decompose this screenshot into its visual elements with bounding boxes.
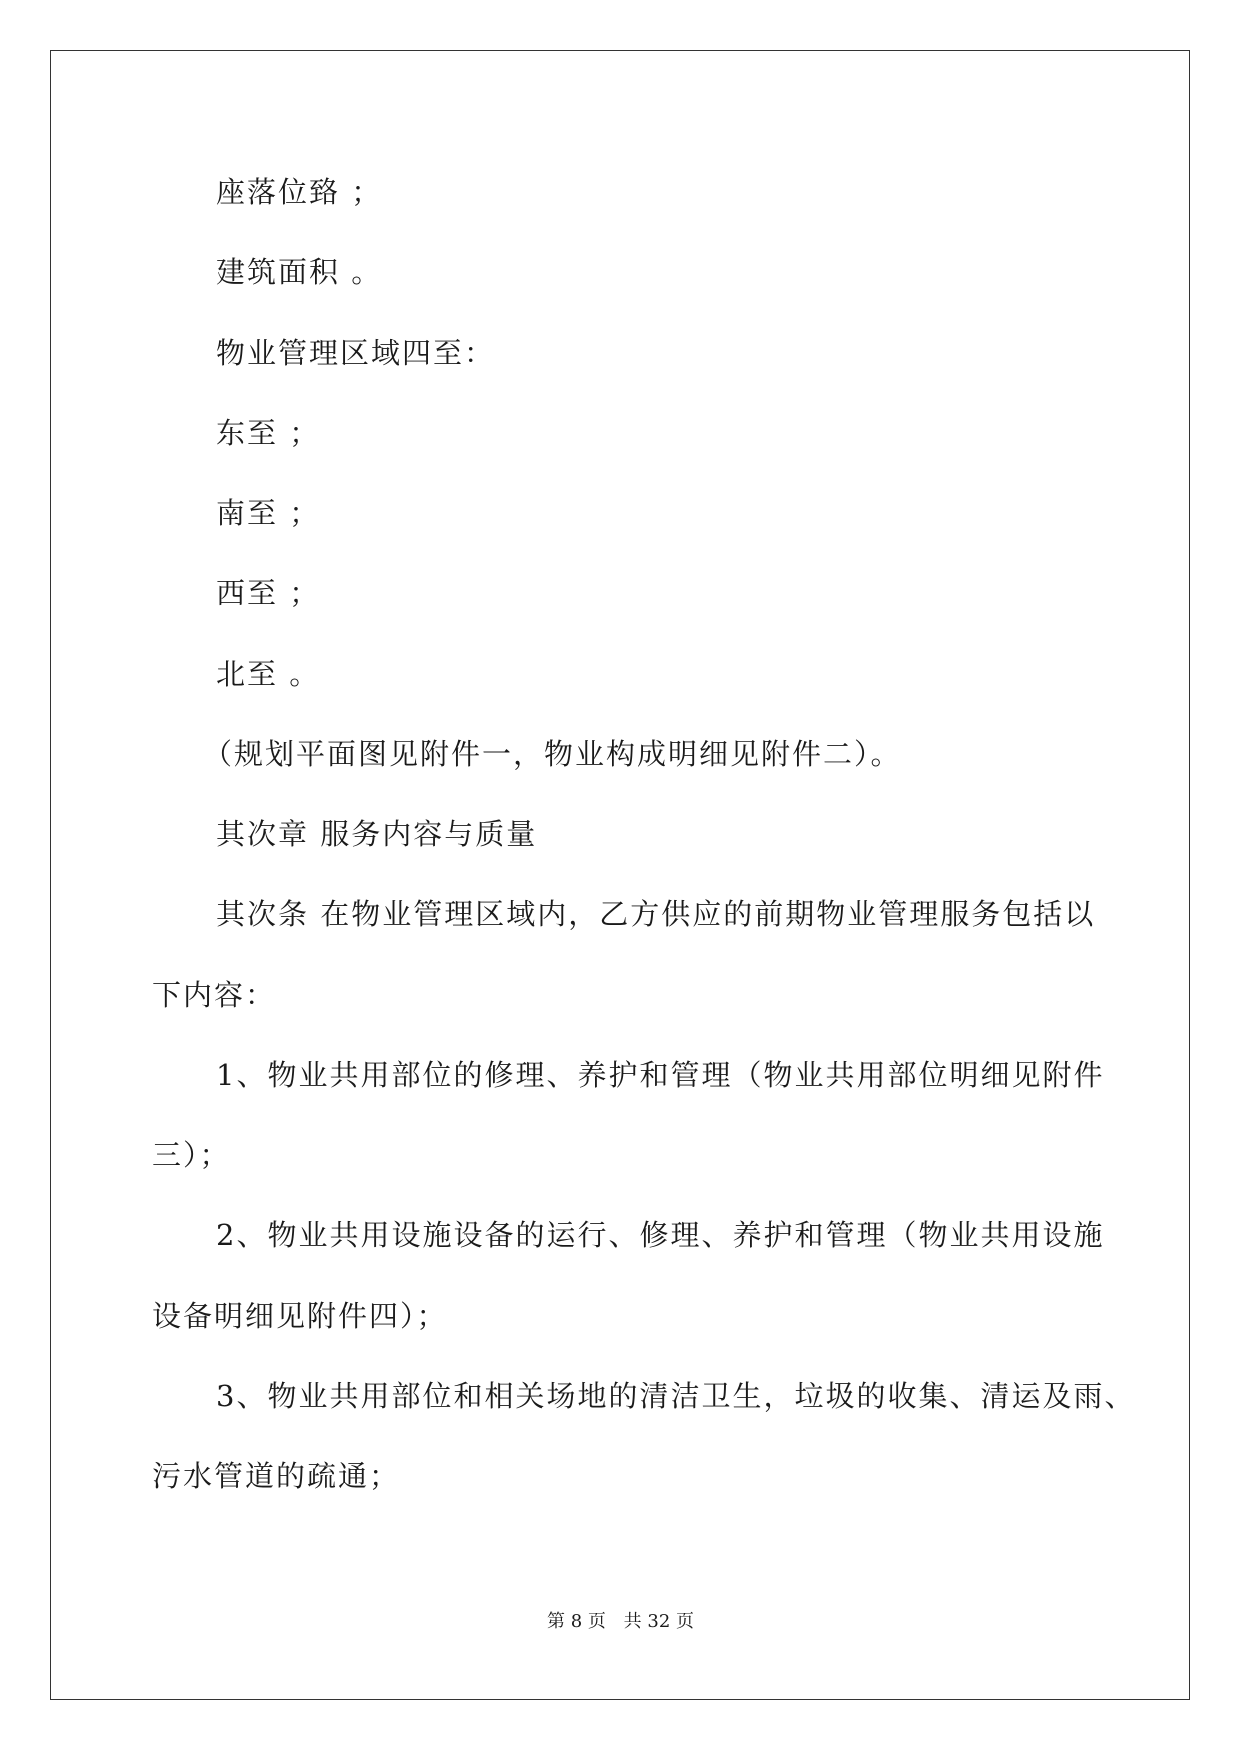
item-3-line-1: 3、物业共用部位和相关场地的清洁卫生，垃圾的收集、清运及雨、 [216,1379,1136,1413]
article-paragraph-line-2: 下内容： [152,978,277,1012]
item-3-line-2: 污水管道的疏通； [152,1459,401,1493]
text-line-building-area: 建筑面积 。 [216,255,383,289]
page-total: 共 32 页 [623,1611,694,1632]
text-line-boundaries-heading: 物业管理区域四至： [216,336,496,370]
text-line-north: 北至 。 [216,657,321,691]
article-paragraph-line-1: 其次条 在物业管理区域内，乙方供应的前期物业管理服务包括以 [216,897,1096,931]
item-1-line-1: 1、物业共用部位的修理、养护和管理（物业共用部位明细见附件 [216,1058,1105,1092]
item-2-line-1: 2、物业共用设施设备的运行、修理、养护和管理（物业共用设施 [216,1218,1105,1252]
page-footer [0,1610,1241,1634]
text-line-attachment-note: （规划平面图见附件一，物业构成明细见附件二）。 [203,737,902,771]
chapter-heading: 其次章 服务内容与质量 [216,817,538,851]
text-line-east: 东至 ； [216,416,321,450]
text-line-south: 南至 ； [216,496,321,530]
text-line-west: 西至 ； [216,576,321,610]
page-border [50,50,1190,1700]
item-1-line-2: 三）； [152,1138,231,1172]
text-line-location: 座落位臵 ； [216,175,383,209]
page-number: 第 8 页 [547,1611,606,1632]
item-2-line-2: 设备明细见附件四）； [152,1299,448,1333]
